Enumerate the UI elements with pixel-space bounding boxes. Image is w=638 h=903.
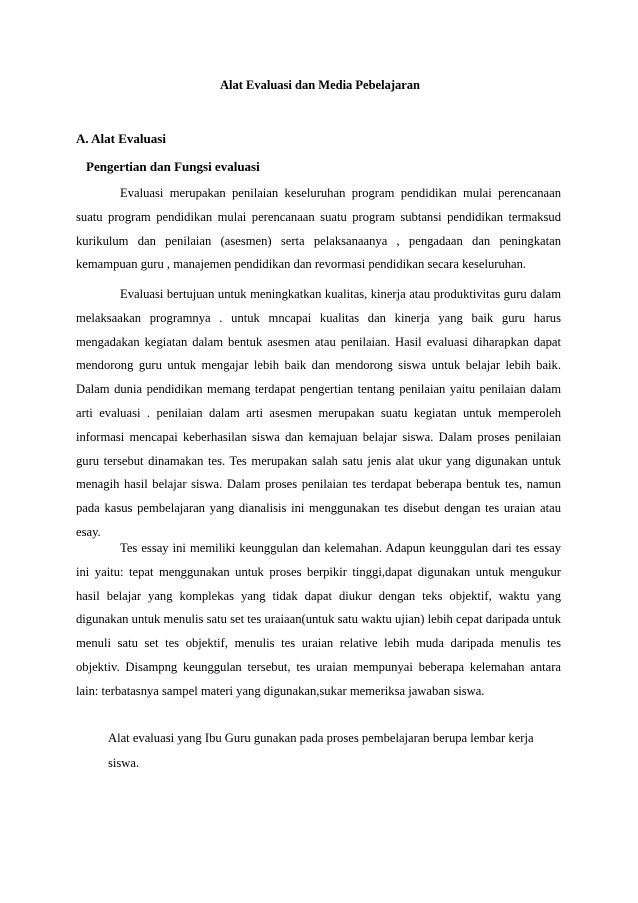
- final-paragraph: Alat evaluasi yang Ibu Guru gunakan pada proses pembelajaran berupa lembar kerja siswa.: [108, 731, 534, 770]
- subheading: Pengertian dan Fungsi evaluasi: [86, 159, 260, 174]
- paragraph-2: Evaluasi bertujuan untuk meningkatkan kualitas, kinerja atau produktivitas guru dalam melaksaakan programnya . untuk mncapai kualitas dan kinerja yang baik guru harus mengadakan kegiatan dalam bentuk asesmen atau penilaian. Hasil evaluasi diharapkan dapat mendorong guru untuk mengajar lebih baik dan mendorong siswa untuk belajar lebih baik. Dalam dunia pendidikan memang terdapat pengertian tentang penilaian yaitu penilaian dalam arti evaluasi . penilaian dalam arti asesmen merupakan suatu kegiatan untuk memperoleh informasi mencapai keberhasilan siswa dan kemajuan belajar siswa. Dalam proses penilaian guru tersebut dinamakan tes. Tes merupakan salah satu jenis alat ukur yang digunakan untuk menagih hasil belajar siswa. Dalam proses penilaian tes terdapat beberapa bentuk tes, namun pada kasus pembelajaran yang dianalisis ini menggunakan tes disebut dengan tes uraian atau esay.: [76, 287, 561, 539]
- document-title: Alat Evaluasi dan Media Pebelajaran: [219, 78, 420, 92]
- section-heading-a: A. Alat Evaluasi: [76, 131, 166, 146]
- paragraph-3: Tes essay ini memiliki keunggulan dan kelemahan. Adapun keunggulan dari tes essay ini yaitu: tepat menggunakan untuk proses berpikir tinggi,dapat digunakan untuk mengukur hasil belajar yang komplekas yang tidak dapat diukur dengan teks objektif, waktu yang digunakan untuk menulis satu set tes uraiaan(untuk satu waktu ujian) lebih cepat daripada untuk menuli satu set tes objektif, menulis tes uraian relative lebih muda daripada menulis tes objektiv. Disampng keunggulan tersebut, tes uraian mempunyai beberapa kelemahan antara lain: terbatasnya sampel materi yang digunakan,sukar memeriksa jawaban siswa.: [76, 541, 561, 698]
- paragraph-1: Evaluasi merupakan penilaian keseluruhan program pendidikan mulai perencanaan suatu program pendidikan mulai perencanaan suatu program subtansi pendidikan termaksud kurikulum dan penilaian (asesmen) serta pelaksanaanya , pengadaan dan peningkatan kemampuan guru , manajemen pendidikan dan revormasi pendidikan secara keseluruhan.: [76, 186, 561, 272]
